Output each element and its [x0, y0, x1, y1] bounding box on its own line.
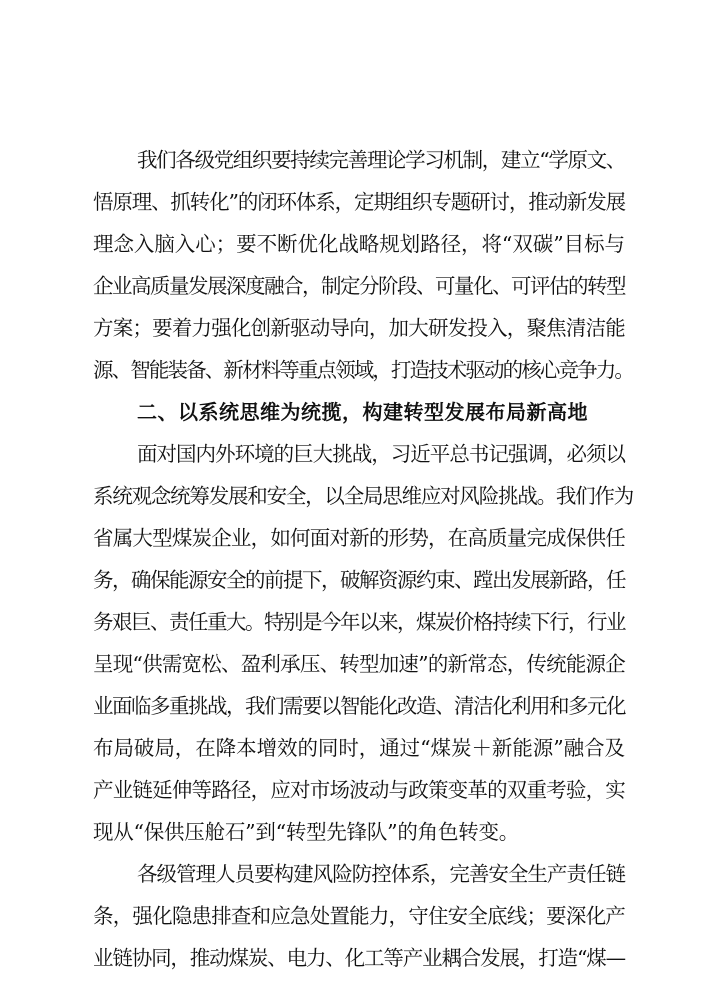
paragraph-1-line-6: 源、智能装备、新材料等重点领域，打造技术驱动的核心竞争力。	[93, 358, 633, 382]
paragraph-1-line-5: 方案；要着力强化创新驱动导向，加大研发投入，聚焦清洁能	[93, 316, 625, 340]
paragraph-2-line-3: 省属大型煤炭企业，如何面对新的形势，在高质量完成保供任	[93, 526, 625, 550]
paragraph-2-line-8: 布局破局，在降本增效的同时，通过“煤炭＋新能源”融合及	[93, 736, 625, 760]
paragraph-2-line-1: 面对国内外环境的巨大挑战，习近平总书记强调，必须以	[137, 442, 625, 466]
paragraph-1-line-2: 悟原理、抓转化”的闭环体系，定期组织专题研讨，推动新发展	[93, 190, 625, 214]
paragraph-3-line-1: 各级管理人员要构建风险防控体系，完善安全生产责任链	[137, 862, 625, 886]
paragraph-1-line-1: 我们各级党组织要持续完善理论学习机制，建立“学原文、	[137, 148, 625, 172]
paragraph-2-line-2: 系统观念统筹发展和安全，以全局思维应对风险挑战。我们作为	[93, 484, 633, 508]
paragraph-3-line-2: 条，强化隐患排查和应急处置能力，守住安全底线；要深化产	[93, 904, 625, 928]
paragraph-2-line-9: 产业链延伸等路径，应对市场波动与政策变革的双重考验，实	[93, 778, 625, 802]
paragraph-1-line-4: 企业高质量发展深度融合，制定分阶段、可量化、可评估的转型	[93, 274, 625, 298]
paragraph-2-line-6: 呈现“供需宽松、盈利承压、转型加速”的新常态，传统能源企	[93, 652, 625, 676]
paragraph-1-line-3: 理念入脑入心；要不断优化战略规划路径，将“双碳”目标与	[93, 232, 625, 256]
paragraph-2-line-5: 务艰巨、责任重大。特别是今年以来，煤炭价格持续下行，行业	[93, 610, 625, 634]
paragraph-3-line-3: 业链协同，推动煤炭、电力、化工等产业耦合发展，打造“煤—	[93, 946, 625, 970]
paragraph-2-line-7: 业面临多重挑战，我们需要以智能化改造、清洁化利用和多元化	[93, 694, 625, 718]
paragraph-2-line-4: 务，确保能源安全的前提下，破解资源约束、蹚出发展新路，任	[93, 568, 625, 592]
paragraph-2-line-10: 现从“保供压舱石”到“转型先锋队”的角色转变。	[93, 820, 519, 844]
section-heading: 二、以系统思维为统揽，构建转型发展布局新高地	[137, 400, 588, 424]
